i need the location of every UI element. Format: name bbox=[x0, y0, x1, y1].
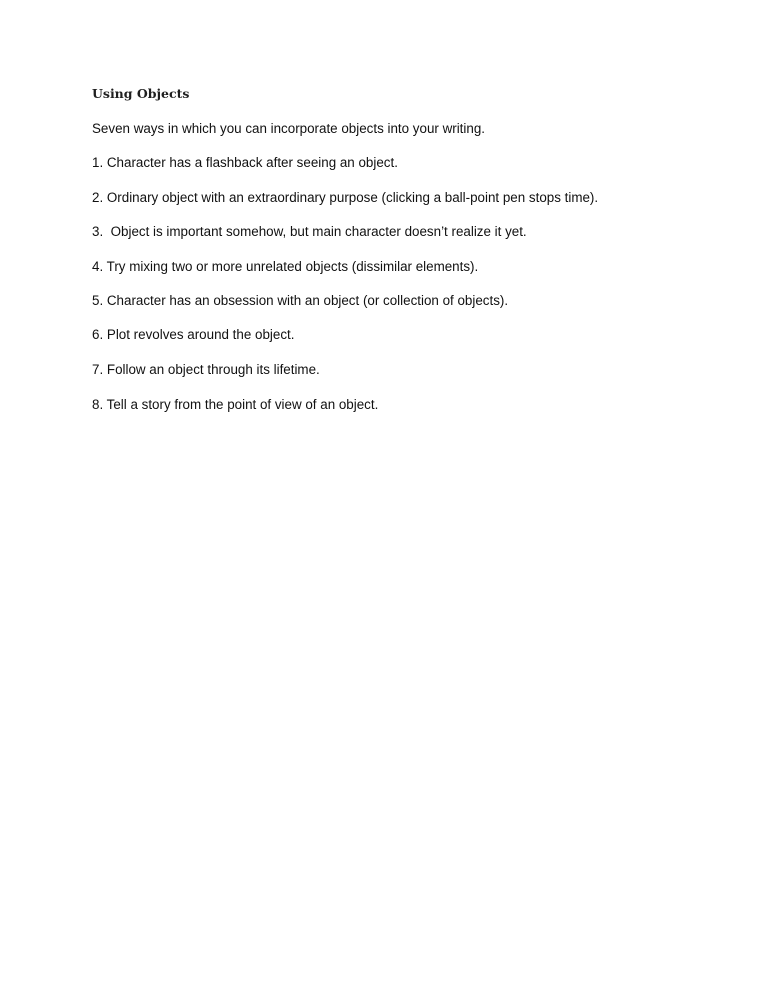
list-item: 7. Follow an object through its lifetime. bbox=[92, 362, 320, 377]
list-item: 4. Try mixing two or more unrelated objects (dissimilar elements). bbox=[92, 259, 479, 274]
list-item: 5. Character has an obsession with an object (or collection of objects). bbox=[92, 293, 509, 308]
page-title: Using Objects bbox=[92, 86, 190, 101]
list-item: 2. Ordinary object with an extraordinary purpose (clicking a ball-point pen stops time). bbox=[92, 190, 599, 205]
list-item: 6. Plot revolves around the object. bbox=[92, 327, 295, 342]
list-item: 3. Object is important somehow, but main character doesn’t realize it yet. bbox=[92, 224, 527, 239]
list-item: 1. Character has a flashback after seeing an object. bbox=[92, 155, 398, 170]
intro-paragraph: Seven ways in which you can incorporate objects into your writing. bbox=[92, 121, 485, 136]
list-item: 8. Tell a story from the point of view of an object. bbox=[92, 397, 379, 412]
